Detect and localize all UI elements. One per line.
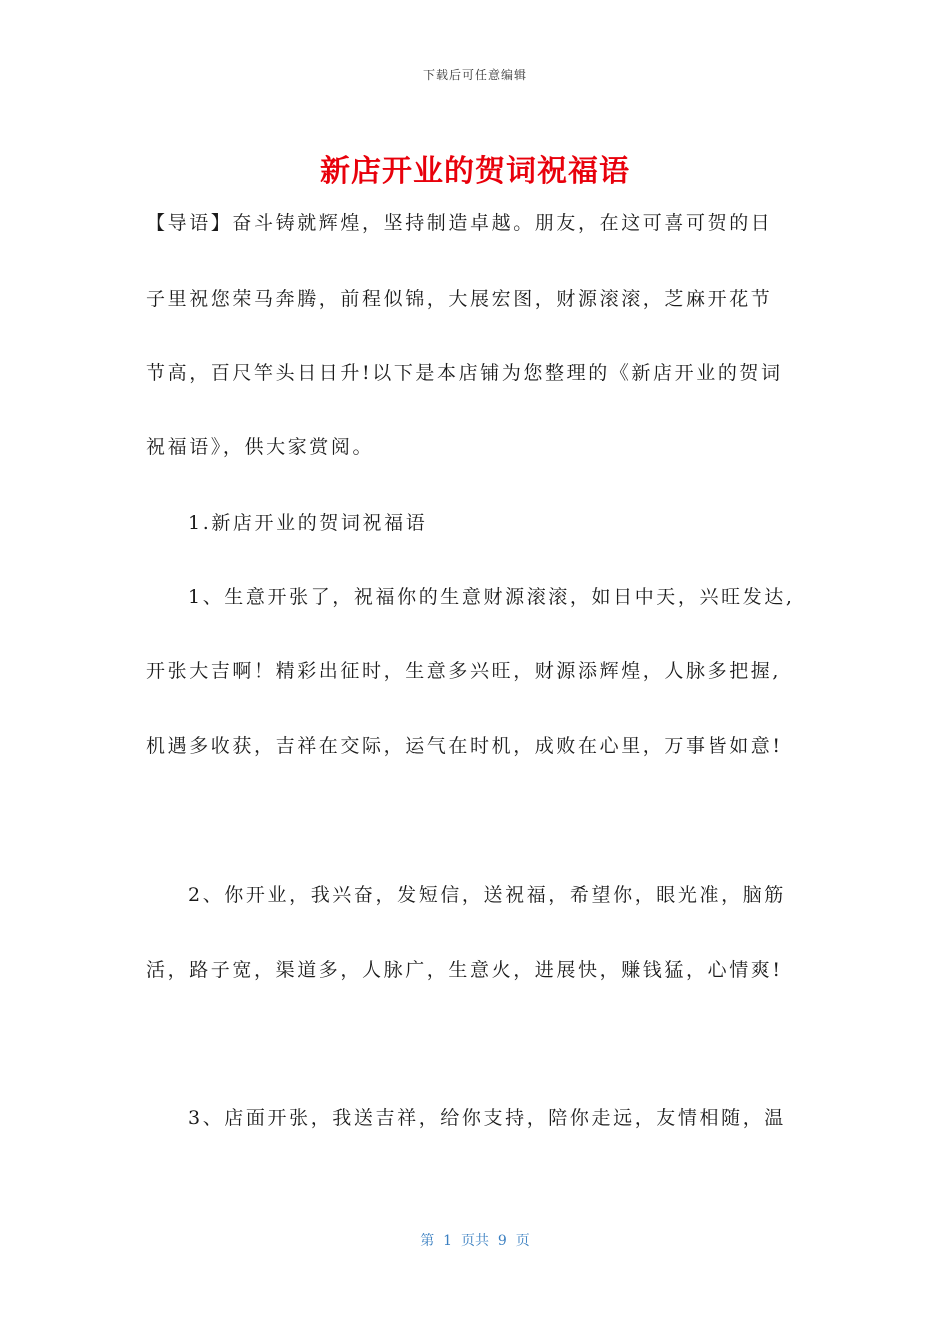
document-title: 新店开业的贺词祝福语 [320,154,630,189]
paragraph-line: 祝福语》，供大家赏阅。 [146,436,375,458]
section-heading: 1.新店开业的贺词祝福语 [188,512,428,534]
paragraph-line: 子里祝您荣马奔腾，前程似锦，大展宏图，财源滚滚，芝麻开花节 [146,288,773,310]
paragraph-line: 节高，百尺竿头日日升!以下是本店铺为您整理的《新店开业的贺词 [146,362,783,384]
paragraph-line: 1、生意开张了，祝福你的生意财源滚滚，如日中天，兴旺发达, [188,586,795,608]
paragraph-line: 3、店面开张，我送吉祥，给你支持，陪你走远，友情相随，温 [188,1107,786,1129]
paragraph-line: 开张大吉啊！精彩出征时，生意多兴旺，财源添辉煌，人脉多把握, [146,660,782,682]
paragraph-line: 活，路子宽，渠道多，人脉广，生意火，进展快，赚钱猛，心情爽! [146,959,783,981]
paragraph-line: 2、你开业，我兴奋，发短信，送祝福，希望你，眼光准，脑筋 [188,884,786,906]
header-note: 下载后可任意编辑 [422,68,527,82]
paragraph-line: 机遇多收获，吉祥在交际，运气在时机，成败在心里，万事皆如意! [146,735,783,757]
page-number-footer: 第 1 页共 9 页 [420,1233,530,1249]
paragraph-line: 【导语】奋斗铸就辉煌，坚持制造卓越。朋友，在这可喜可贺的日 [146,212,773,234]
